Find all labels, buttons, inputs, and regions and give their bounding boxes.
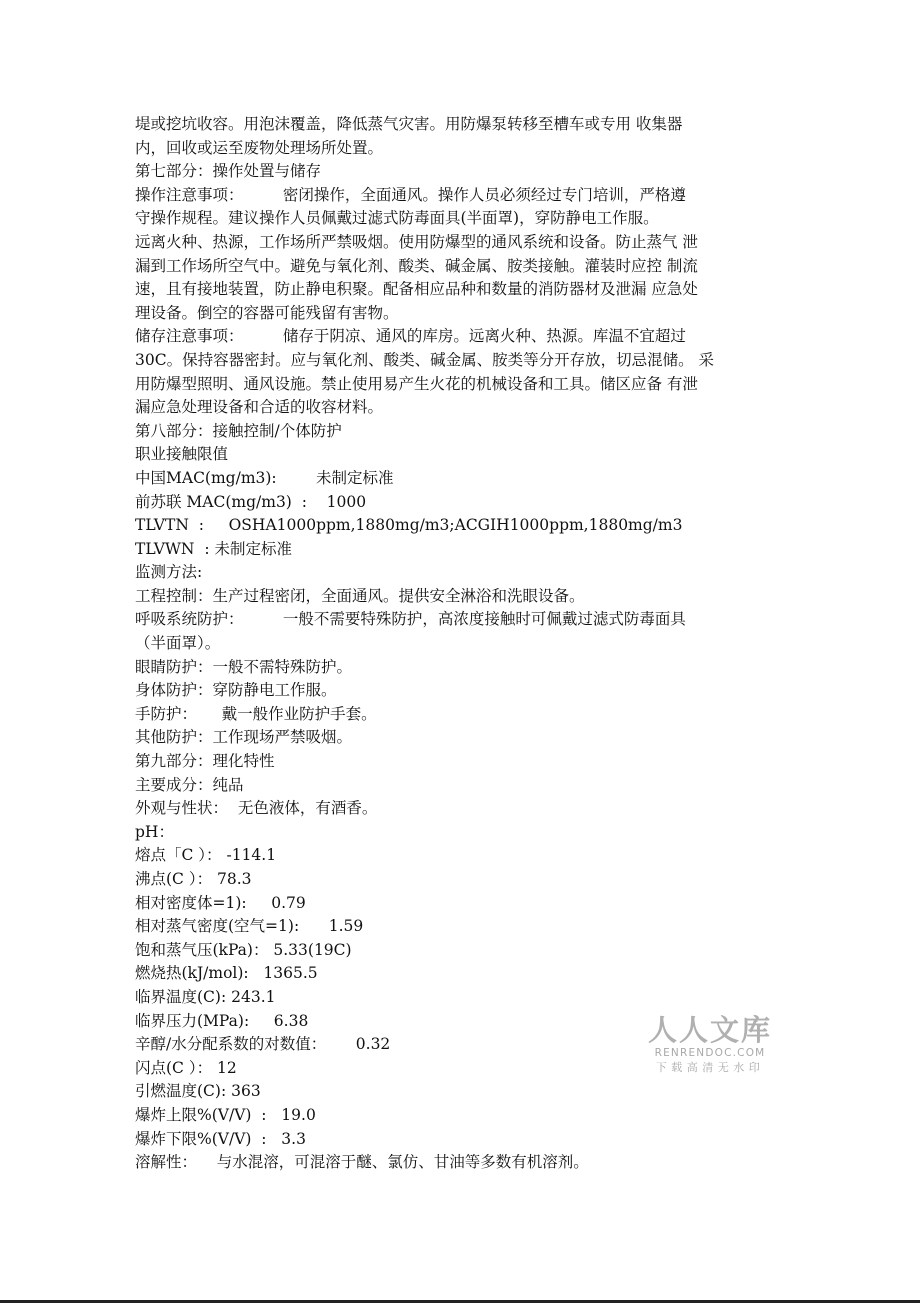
text-line: 沸点(C ）： 78.3 — [135, 870, 252, 888]
section-heading: 第九部分：理化特性 — [135, 752, 275, 771]
watermark-subtitle: RENRENDOC.COM — [654, 1047, 766, 1059]
text-line: 漏应急处理设备和合适的收容材料。 — [135, 398, 384, 417]
watermark-title: 人人文库 — [647, 1013, 772, 1047]
text-line: 相对蒸气密度(空气=1): 1.59 — [135, 917, 364, 936]
text-line: 相对密度体=1): 0.79 — [135, 893, 306, 912]
text-line: 速，且有接地装置，防止静电积聚。配备相应品种和数量的消防器材及泄漏 应急处 — [135, 280, 698, 299]
text-line: 工程控制：生产过程密闭，全面通风。提供安全淋浴和洗眼设备。 — [135, 586, 585, 605]
section-heading: 第七部分：操作处置与储存 — [135, 162, 322, 181]
text-line: （半面罩）。 — [135, 634, 221, 653]
text-line: 理设备。倒空的容器可能残留有害物。 — [135, 303, 399, 322]
text-line: 爆炸下限%(V/V) : 3.3 — [135, 1129, 306, 1148]
text-line: 引燃温度(C): 363 — [135, 1082, 261, 1101]
text-line: 饱和蒸气压(kPa)： 5.33(19C) — [135, 940, 352, 959]
text-line: 爆炸上限%(V/V) : 19.0 — [135, 1105, 316, 1124]
text-line: 用防爆型照明、通风设施。禁止使用易产生火花的机械设备和工具。储区应备 有泄 — [135, 374, 698, 393]
text-line: 其他防护：工作现场严禁吸烟。 — [135, 728, 353, 747]
text-line: 远离火种、热源，工作场所严禁吸烟。使用防爆型的通风系统和设备。防止蒸气 泄 — [135, 232, 698, 251]
text-line: 内，回收或运至废物处理场所处置。 — [135, 138, 384, 157]
text-line: 守操作规程。建议操作人员佩戴过滤式防毒面具(半面罩)，穿防静电工作服。 — [135, 209, 659, 228]
text-line: 溶解性： 与水混溶，可混溶于醚、氯仿、甘油等多数有机溶剂。 — [135, 1153, 589, 1172]
text-line: 手防护： 戴一般作业防护手套。 — [135, 704, 377, 723]
text-line: pH： — [135, 822, 174, 841]
text-line: 呼吸系统防护： 一般不需要特殊防护，高浓度接触时可佩戴过滤式防毒面具 — [135, 610, 686, 629]
text-line: 闪点(C ）： 12 — [135, 1058, 237, 1077]
watermark-note: 下载高清无水印 — [655, 1061, 765, 1074]
text-line: 30C。保持容器密封。应与氧化剂、酸类、碱金属、胺类等分开存放，切忌混储。 采 — [135, 350, 715, 369]
text-line: 临界压力(MPa): 6.38 — [135, 1011, 309, 1030]
text-line: 临界温度(C): 243.1 — [135, 987, 276, 1006]
text-line: TLVWN : 未制定标准 — [135, 539, 292, 558]
text-line: 外观与性状： 无色液体，有酒香。 — [135, 799, 378, 818]
text-line: 前苏联 MAC(mg/m3) : 1000 — [135, 492, 367, 511]
text-line: 堤或挖坑收容。用泡沫覆盖，降低蒸气灾害。用防爆泵转移至槽车或专用 收集器 — [135, 115, 683, 133]
watermark-logo — [644, 1014, 776, 1075]
text-line: 职业接触限值 — [135, 445, 229, 464]
text-line: TLVTN : OSHA1000ppm,1880mg/m3;ACGIH1000ppm,1880mg/m3 — [135, 516, 683, 535]
text-line: 操作注意事项： 密闭操作，全面通风。操作人员必须经过专门培训，严格遵 — [135, 185, 686, 204]
text-line: 燃烧热(kJ/mol): 1365.5 — [135, 964, 318, 983]
text-line: 储存注意事项： 储存于阴凉、通风的库房。远离火种、热源。库温不宜超过 — [135, 327, 686, 346]
text-line: 辛醇/水分配系数的对数值： 0.32 — [135, 1035, 391, 1054]
text-line: 监测方法: — [135, 563, 203, 582]
text-line: 漏到工作场所空气中。避免与氧化剂、酸类、碱金属、胺类接触。灌装时应控 制流 — [135, 256, 698, 275]
text-line: 身体防护：穿防静电工作服。 — [135, 681, 337, 700]
text-line: 眼睛防护：一般不需特殊防护。 — [135, 657, 353, 676]
section-heading: 第八部分：接触控制/个体防护 — [135, 421, 342, 440]
text-line: 主要成分：纯品 — [135, 775, 244, 794]
text-line: 中国MAC(mg/m3): 未制定标准 — [135, 468, 394, 487]
text-line: 熔点「C ）： -114.1 — [135, 846, 277, 865]
